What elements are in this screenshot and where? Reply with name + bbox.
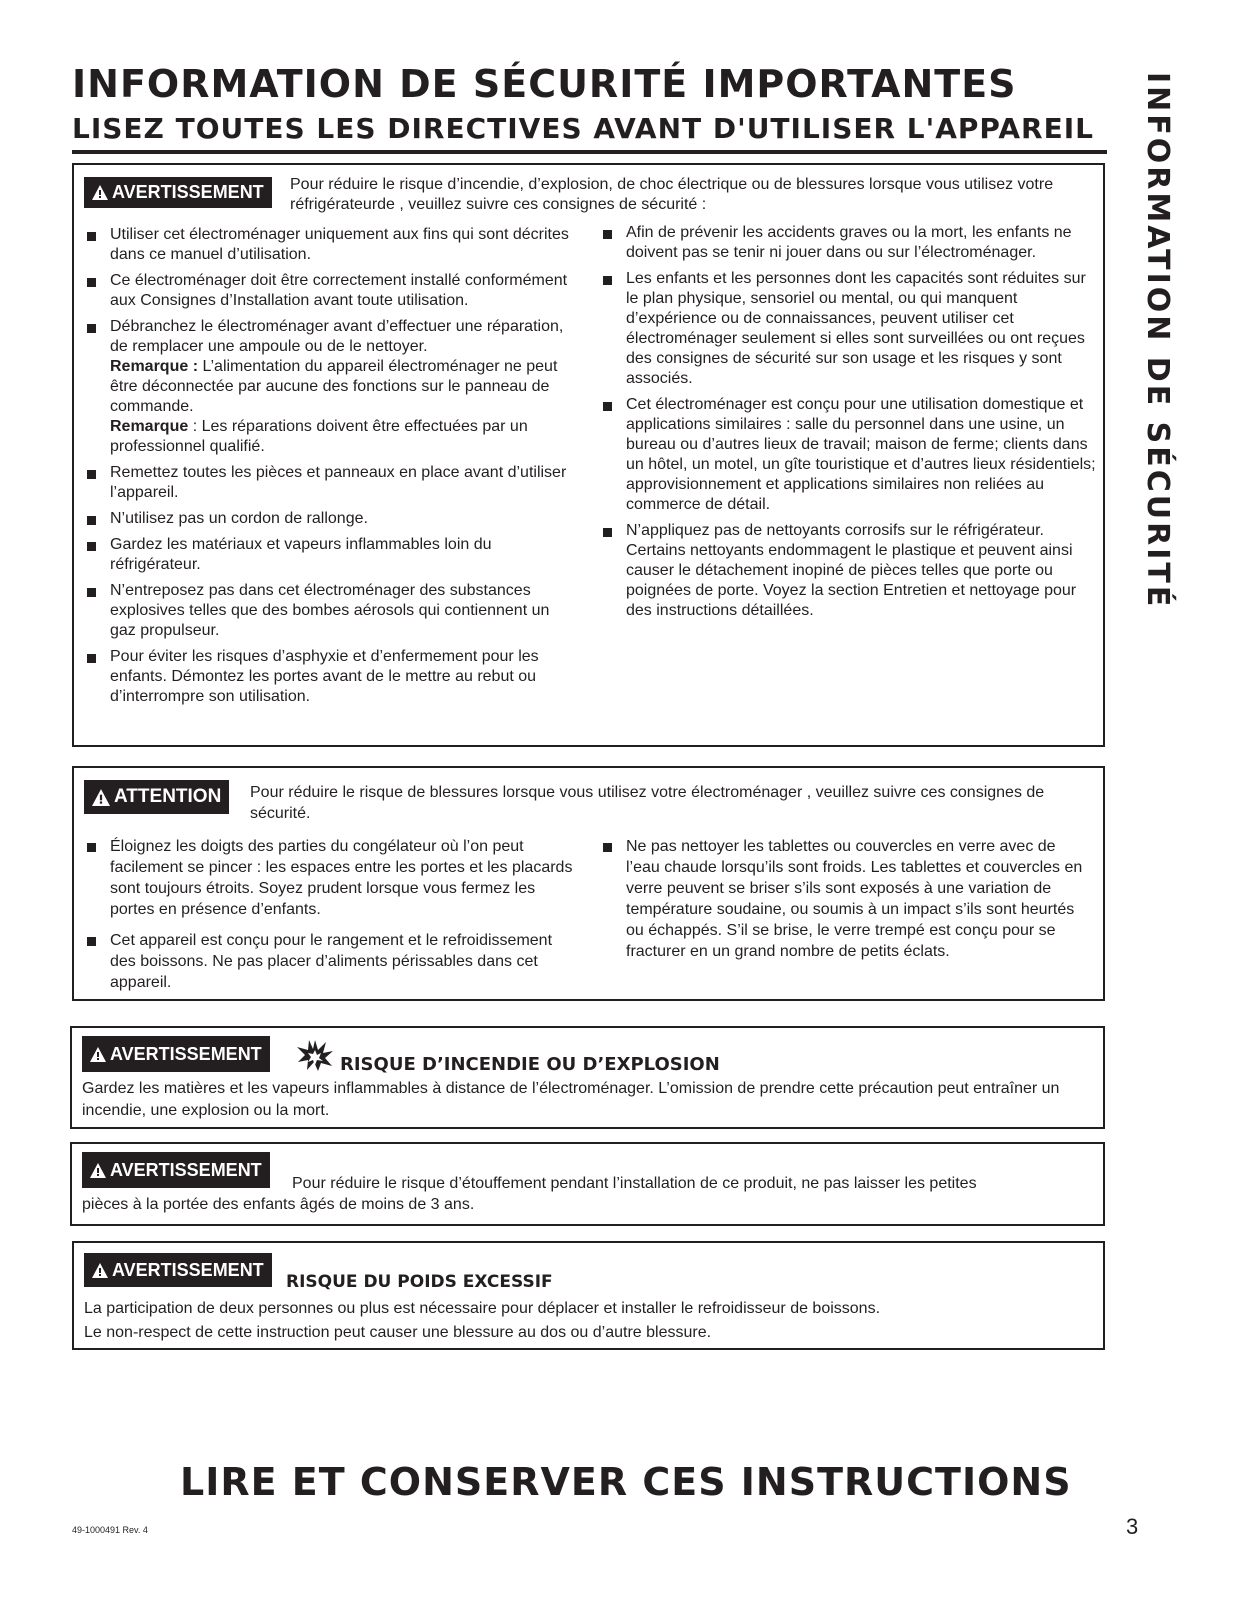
attention-intro: Pour réduire le risque de blessures lorsque vous utilisez votre électroménager , veuillez suivre ces consignes de sécurité. <box>250 784 1045 822</box>
choke-warning-box <box>70 1142 1105 1226</box>
list-item: Pour éviter les risques d’asphyxie et d’enfermement pour les enfants. Démontez les portes avant de le mettre au rebut ou d’interrompre son utilisation. <box>86 647 576 707</box>
warning-list-left <box>86 225 576 713</box>
list-item: Cet électroménager est conçu pour une utilisation domestique et applications similaires : salle du personnel dans une usine, un bureau ou d’autres lieux de travail; maison de ferme; clients dans un hôtel, un motel, un gîte touristique et d’autres lieux résidentiels; approvisionnement et applications similaires non reliées au commerce de détail. <box>602 395 1097 515</box>
unplug-text: Débranchez le électroménager avant d’effectuer une réparation, de remplacer une ampoule ou de le nettoyer. <box>110 318 564 355</box>
list-item: Éloignez les doigts des parties du congélateur où l’on peut facilement se pincer : les espaces entre les portes et les placards sont toujours étroits. Soyez prudent lorsque vous fermez les portes en présence d’enfants. <box>86 836 576 920</box>
warning-triangle-icon <box>92 185 108 200</box>
warning-triangle-icon <box>90 1163 106 1178</box>
choke-warning-text-rest: pièces à la portée des enfants âgés de moins de 3 ans. <box>82 1196 475 1213</box>
note-text: L’alimentation du appareil électroménager ne peut être déconnectée par aucune des fonctions sur le panneau de commande. <box>110 358 558 415</box>
fire-explosion-icon <box>296 1038 334 1072</box>
footer-title: LIRE ET CONSERVER CES INSTRUCTIONS <box>180 1460 1072 1504</box>
warning-badge-label: AVERTISSEMENT <box>110 1159 262 1180</box>
warning-badge-label: AVERTISSEMENT <box>112 182 264 202</box>
warning-list-right <box>602 223 1097 627</box>
note-label: Remarque : <box>110 358 199 375</box>
warning-triangle-icon <box>92 789 110 806</box>
fire-warning-text: Gardez les matières et les vapeurs inflammables à distance de l’électroménager. L’omission de prendre cette précaution peut entraîner un incendie, une explosion ou la mort. <box>82 1080 1060 1119</box>
list-item: Ne pas nettoyer les tablettes ou couvercles en verre avec de l’eau chaude lorsqu’ils sont froids. Les tablettes et couvercles en verre peuvent se briser s’ils sont exposés à une variation de température soudaine, ou soumis à un impact s’ils sont heurtés ou échappés. S’il se brise, le verre trempé est conçu pour se fracturer en un grand nombre de petits éclats. <box>602 836 1092 962</box>
list-item: N’entreposez pas dans cet électroménager des substances explosives telles que des bombes aérosols qui contiennent un gaz propulseur. <box>86 581 576 641</box>
weight-warning-box <box>72 1241 1105 1350</box>
warning-badge-label: AVERTISSEMENT <box>110 1043 262 1064</box>
choke-warning-text: Pour réduire le risque d’étouffement pendant l’installation de ce produit, ne pas laisser les petites <box>292 1175 977 1192</box>
list-item: Ce électroménager doit être correctement installé conformément aux Consignes d’Installation avant toute utilisation. <box>86 271 576 311</box>
list-item: Utiliser cet électroménager uniquement aux fins qui sont décrites dans ce manuel d’utilisation. <box>86 225 576 265</box>
warning-triangle-icon <box>92 1263 108 1278</box>
warning-badge-label: AVERTISSEMENT <box>112 1259 264 1280</box>
list-item: Cet appareil est conçu pour le rangement et le refroidissement des boissons. Ne pas placer d’aliments périssables dans cet appareil. <box>86 930 576 993</box>
side-section-title: INFORMATION DE SÉCURITÉ <box>1140 72 1175 610</box>
list-item: N’appliquez pas de nettoyants corrosifs sur le réfrigérateur. Certains nettoyants endommagent le plastique et peuvent ainsi causer le détachement inopiné de pièces telles que porte ou poignées de porte. Voyez la section Entretien et nettoyage pour des instructions détaillées. <box>602 521 1097 621</box>
warning-badge <box>84 1253 272 1287</box>
page-subtitle: LISEZ TOUTES LES DIRECTIVES AVANT D'UTILISER L'APPAREIL <box>72 112 1094 145</box>
warning-intro: Pour réduire le risque d’incendie, d’explosion, de choc électrique ou de blessures lorsque vous utilisez votre réfrigérateurde , veuillez suivre ces consignes de sécurité : <box>290 176 1054 213</box>
warning-box-main <box>72 163 1105 747</box>
list-item: Afin de prévenir les accidents graves ou la mort, les enfants ne doivent pas se tenir ni jouer dans ou sur l’électroménager. <box>602 223 1097 263</box>
warning-badge <box>82 1152 270 1188</box>
weight-warning-line2: Le non-respect de cette instruction peut causer une blessure au dos ou d’autre blessure. <box>84 1324 712 1341</box>
warning-badge <box>84 177 272 208</box>
list-item: N’utilisez pas un cordon de rallonge. <box>86 509 576 529</box>
list-item: Gardez les matériaux et vapeurs inflammables loin du réfrigérateur. <box>86 535 576 575</box>
page-number: 3 <box>1126 1514 1139 1539</box>
fire-hazard-title: RISQUE D’INCENDIE OU D’EXPLOSION <box>340 1054 720 1075</box>
attention-badge-label: ATTENTION <box>114 786 222 807</box>
fire-warning-box <box>70 1026 1105 1129</box>
attention-box <box>72 766 1105 1001</box>
note-label: Remarque <box>110 418 189 435</box>
weight-warning-line1: La participation de deux personnes ou plus est nécessaire pour déplacer et installer le refroidisseur de boissons. <box>84 1300 881 1317</box>
attention-list-left <box>86 836 576 999</box>
title-divider <box>72 150 1107 154</box>
warning-badge <box>82 1036 270 1072</box>
list-item: Les enfants et les personnes dont les capacités sont réduites sur le plan physique, sensoriel ou mental, ou qui manquent d’expérience ou de connaissances, peuvent utiliser cet électroménager seulement si elles sont surveillées ou ont reçues des consignes de sécurité sur son usage et les risques y sont associés. <box>602 269 1097 389</box>
document-number: 49-1000491 Rev. 4 <box>72 1525 148 1535</box>
attention-badge <box>84 780 229 814</box>
list-item: Remettez toutes les pièces et panneaux en place avant d’utiliser l’appareil. <box>86 463 576 503</box>
warning-triangle-icon <box>90 1047 106 1062</box>
note-text: : Les réparations doivent être effectuées par un professionnel qualifié. <box>110 418 528 455</box>
weight-hazard-title: RISQUE DU POIDS EXCESSIF <box>286 1272 553 1292</box>
page-title: INFORMATION DE SÉCURITÉ IMPORTANTES <box>72 62 1017 106</box>
list-item-unplug <box>86 317 576 457</box>
attention-list-right <box>602 836 1092 968</box>
